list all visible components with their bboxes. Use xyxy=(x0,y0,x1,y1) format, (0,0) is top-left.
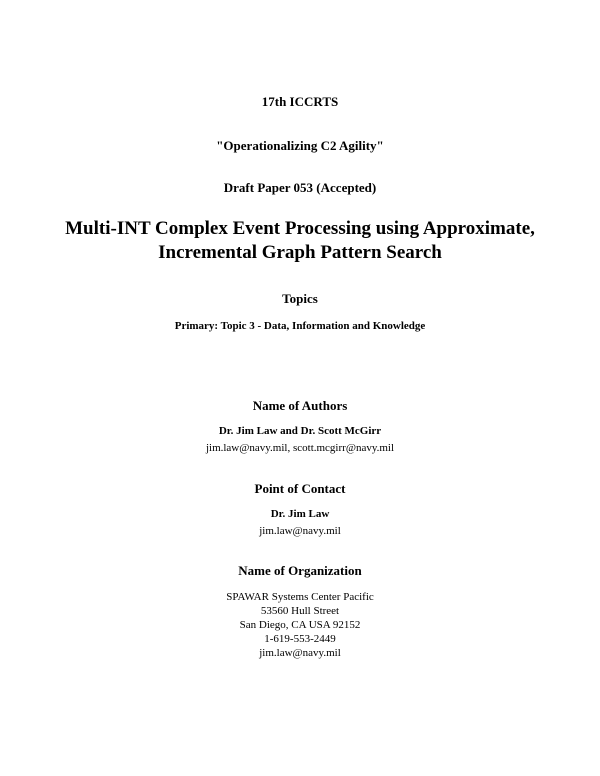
organization-line: San Diego, CA USA 92152 xyxy=(239,619,361,631)
organization-line: 1-619-553-2449 xyxy=(264,633,336,645)
contact-email: jim.law@navy.mil xyxy=(259,525,341,537)
topics-heading: Topics xyxy=(282,291,318,306)
paper-status: Draft Paper 053 (Accepted) xyxy=(223,180,377,195)
organization-line: SPAWAR Systems Center Pacific xyxy=(226,591,374,603)
paper-title-line-2: Incremental Graph Pattern Search xyxy=(158,242,442,263)
organization-heading: Name of Organization xyxy=(238,563,362,578)
primary-topic: Primary: Topic 3 - Data, Information and Knowledge xyxy=(174,320,426,332)
authors-heading: Name of Authors xyxy=(252,398,348,413)
conference-name: 17th ICCRTS xyxy=(261,94,339,109)
contact-name: Dr. Jim Law xyxy=(270,508,330,520)
author-emails: jim.law@navy.mil, scott.mcgirr@navy.mil xyxy=(205,442,395,454)
conference-theme: "Operationalizing C2 Agility" xyxy=(216,138,384,153)
organization-line: 53560 Hull Street xyxy=(260,605,340,617)
contact-heading: Point of Contact xyxy=(254,481,346,496)
paper-title-line-1: Multi-INT Complex Event Processing using Approximate, xyxy=(65,218,535,239)
organization-line: jim.law@navy.mil xyxy=(259,647,341,659)
author-names: Dr. Jim Law and Dr. Scott McGirr xyxy=(218,425,382,437)
